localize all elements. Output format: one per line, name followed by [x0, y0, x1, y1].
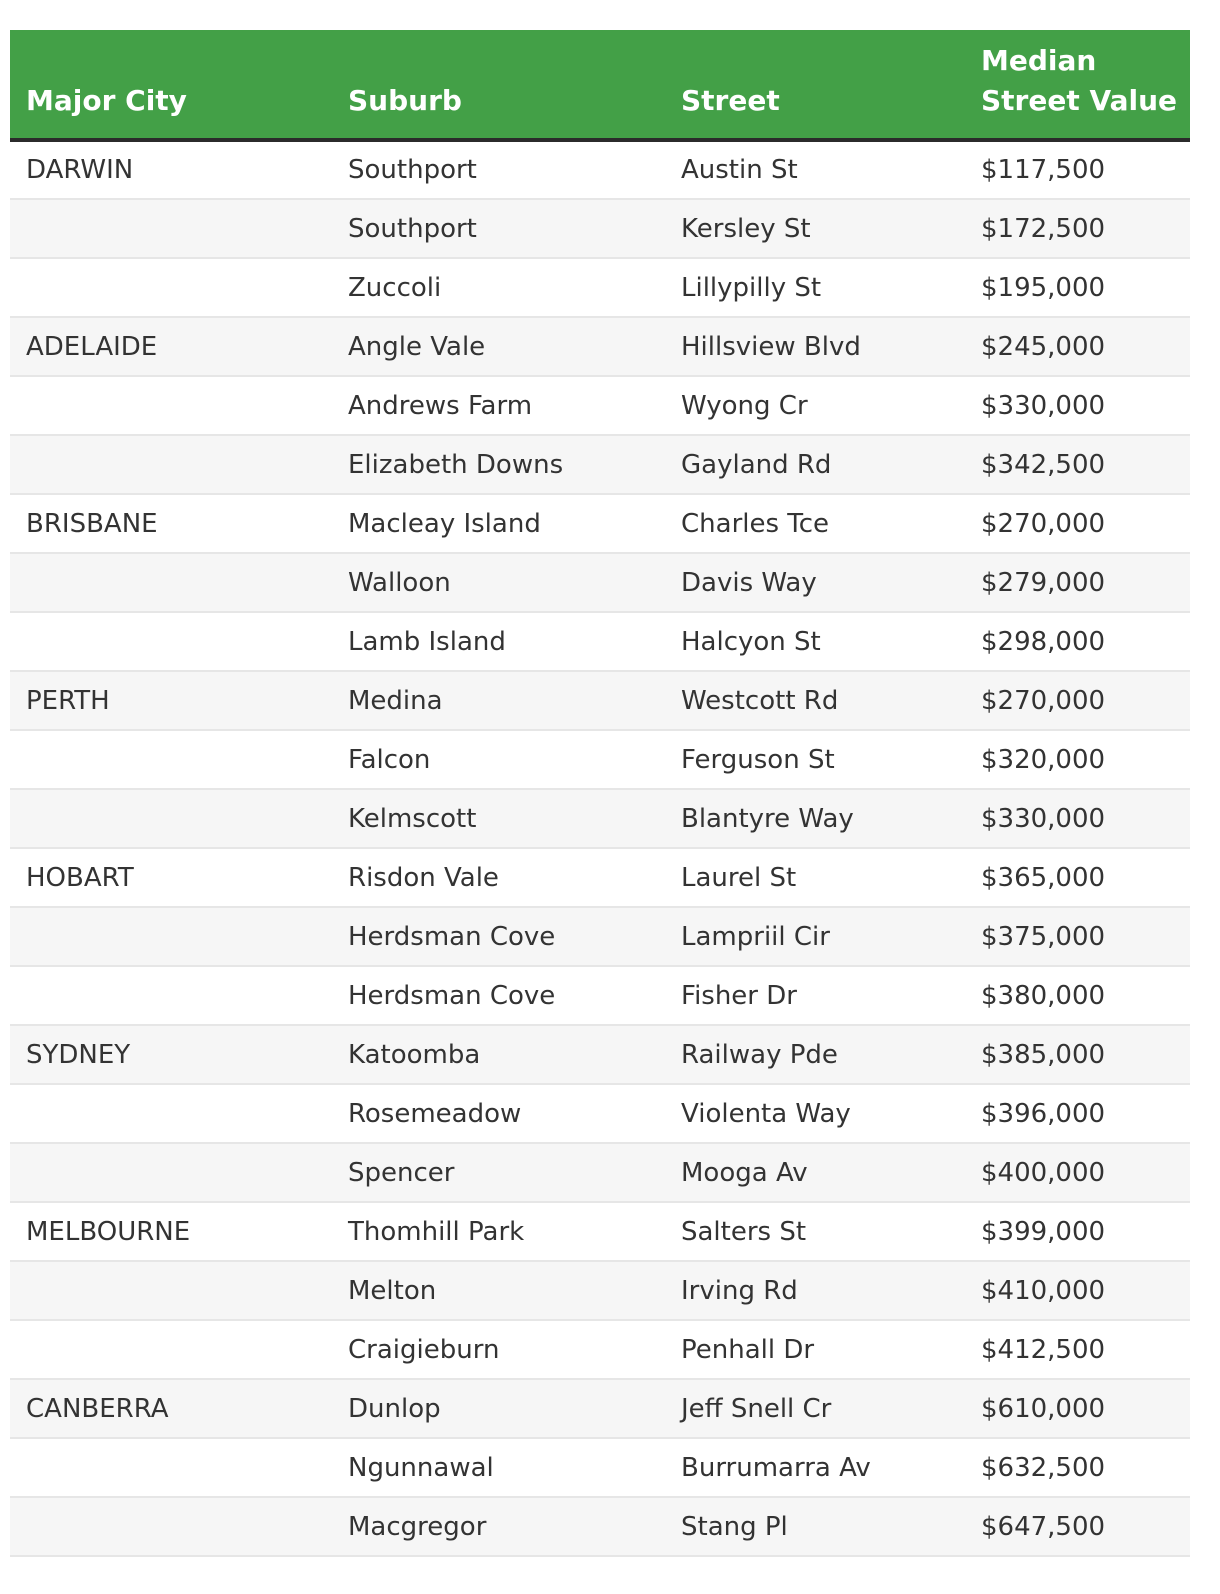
cell-street: Gayland Rd: [665, 435, 965, 494]
cell-median-street-value: $375,000: [965, 907, 1190, 966]
cell-street: Penhall Dr: [665, 1320, 965, 1379]
table-row: [10, 730, 1190, 789]
cell-median-street-value: $279,000: [965, 553, 1190, 612]
table-row: [10, 140, 1190, 199]
table-row: [10, 1143, 1190, 1202]
cell-suburb: Katoomba: [332, 1025, 665, 1084]
cell-street: Irving Rd: [665, 1261, 965, 1320]
table-row: [10, 789, 1190, 848]
cell-median-street-value: $172,500: [965, 199, 1190, 258]
cell-street: Burrumarra Av: [665, 1438, 965, 1497]
cell-suburb: Falcon: [332, 730, 665, 789]
cell-major-city: [10, 258, 332, 317]
table-row: [10, 317, 1190, 376]
cell-suburb: Lamb Island: [332, 612, 665, 671]
cell-street: Salters St: [665, 1202, 965, 1261]
cell-major-city: HOBART: [10, 848, 332, 907]
cell-median-street-value: $195,000: [965, 258, 1190, 317]
cell-major-city: [10, 1438, 332, 1497]
table-row: [10, 1202, 1190, 1261]
header-major-city: Major City: [10, 30, 332, 140]
cell-street: Railway Pde: [665, 1025, 965, 1084]
cell-suburb: Zuccoli: [332, 258, 665, 317]
cell-suburb: Kelmscott: [332, 789, 665, 848]
cell-median-street-value: $330,000: [965, 376, 1190, 435]
cell-major-city: MELBOURNE: [10, 1202, 332, 1261]
cell-suburb: Risdon Vale: [332, 848, 665, 907]
cell-median-street-value: $412,500: [965, 1320, 1190, 1379]
cell-median-street-value: $632,500: [965, 1438, 1190, 1497]
cell-major-city: ADELAIDE: [10, 317, 332, 376]
cell-suburb: Dunlop: [332, 1379, 665, 1438]
cell-major-city: [10, 612, 332, 671]
cell-major-city: DARWIN: [10, 140, 332, 199]
cell-street: Lampriil Cir: [665, 907, 965, 966]
cell-street: Lillypilly St: [665, 258, 965, 317]
cell-major-city: [10, 1143, 332, 1202]
cell-major-city: [10, 1497, 332, 1556]
cell-street: Fisher Dr: [665, 966, 965, 1025]
cell-street: Laurel St: [665, 848, 965, 907]
cell-street: Stang Pl: [665, 1497, 965, 1556]
table-row: [10, 199, 1190, 258]
cell-street: Kersley St: [665, 199, 965, 258]
table-row: [10, 1438, 1190, 1497]
table-row: [10, 1025, 1190, 1084]
header-street: Street: [665, 30, 965, 140]
table-row: [10, 258, 1190, 317]
cell-median-street-value: $117,500: [965, 140, 1190, 199]
cell-median-street-value: $298,000: [965, 612, 1190, 671]
cell-suburb: Craigieburn: [332, 1320, 665, 1379]
cell-median-street-value: $400,000: [965, 1143, 1190, 1202]
cell-suburb: Herdsman Cove: [332, 907, 665, 966]
cell-suburb: Ngunnawal: [332, 1438, 665, 1497]
data-table: [10, 30, 1190, 1557]
cell-suburb: Medina: [332, 671, 665, 730]
cell-street: Austin St: [665, 140, 965, 199]
cell-suburb: Spencer: [332, 1143, 665, 1202]
cell-street: Blantyre Way: [665, 789, 965, 848]
cell-major-city: [10, 789, 332, 848]
cell-major-city: [10, 1320, 332, 1379]
cell-median-street-value: $330,000: [965, 789, 1190, 848]
table-row: [10, 612, 1190, 671]
cell-street: Mooga Av: [665, 1143, 965, 1202]
cell-street: Violenta Way: [665, 1084, 965, 1143]
cell-major-city: CANBERRA: [10, 1379, 332, 1438]
cell-street: Wyong Cr: [665, 376, 965, 435]
cell-major-city: [10, 730, 332, 789]
cell-median-street-value: $342,500: [965, 435, 1190, 494]
cell-major-city: [10, 199, 332, 258]
cell-median-street-value: $270,000: [965, 671, 1190, 730]
cell-street: Jeff Snell Cr: [665, 1379, 965, 1438]
cell-suburb: Walloon: [332, 553, 665, 612]
header-suburb: Suburb: [332, 30, 665, 140]
cell-street: Ferguson St: [665, 730, 965, 789]
cell-suburb: Southport: [332, 199, 665, 258]
cell-suburb: Andrews Farm: [332, 376, 665, 435]
cell-suburb: Macgregor: [332, 1497, 665, 1556]
cell-major-city: [10, 907, 332, 966]
cell-street: Davis Way: [665, 553, 965, 612]
cell-median-street-value: $380,000: [965, 966, 1190, 1025]
cell-major-city: [10, 376, 332, 435]
table-row: [10, 671, 1190, 730]
cell-median-street-value: $647,500: [965, 1497, 1190, 1556]
cell-median-street-value: $270,000: [965, 494, 1190, 553]
cell-suburb: Angle Vale: [332, 317, 665, 376]
cell-median-street-value: $610,000: [965, 1379, 1190, 1438]
cell-suburb: Melton: [332, 1261, 665, 1320]
cell-street: Hillsview Blvd: [665, 317, 965, 376]
table-header: [10, 30, 1190, 140]
cell-major-city: [10, 966, 332, 1025]
table-row: [10, 1320, 1190, 1379]
cell-major-city: BRISBANE: [10, 494, 332, 553]
cell-suburb: Herdsman Cove: [332, 966, 665, 1025]
cell-median-street-value: $320,000: [965, 730, 1190, 789]
table-row: [10, 494, 1190, 553]
median-street-value-table: [10, 30, 1190, 1557]
table-body: [10, 140, 1190, 1556]
cell-suburb: Macleay Island: [332, 494, 665, 553]
cell-street: Halcyon St: [665, 612, 965, 671]
header-row: [10, 30, 1190, 140]
cell-suburb: Elizabeth Downs: [332, 435, 665, 494]
cell-major-city: [10, 1084, 332, 1143]
table-row: [10, 907, 1190, 966]
cell-median-street-value: $410,000: [965, 1261, 1190, 1320]
cell-major-city: [10, 553, 332, 612]
table-row: [10, 1497, 1190, 1556]
cell-suburb: Southport: [332, 140, 665, 199]
cell-major-city: [10, 1261, 332, 1320]
cell-suburb: Rosemeadow: [332, 1084, 665, 1143]
cell-major-city: PERTH: [10, 671, 332, 730]
cell-median-street-value: $399,000: [965, 1202, 1190, 1261]
cell-median-street-value: $245,000: [965, 317, 1190, 376]
cell-major-city: [10, 435, 332, 494]
cell-street: Charles Tce: [665, 494, 965, 553]
header-median-street-value: Median Street Value: [965, 30, 1190, 140]
table-row: [10, 1084, 1190, 1143]
table-row: [10, 848, 1190, 907]
cell-median-street-value: $365,000: [965, 848, 1190, 907]
cell-median-street-value: $385,000: [965, 1025, 1190, 1084]
table-row: [10, 966, 1190, 1025]
cell-suburb: Thomhill Park: [332, 1202, 665, 1261]
table-row: [10, 1379, 1190, 1438]
cell-median-street-value: $396,000: [965, 1084, 1190, 1143]
table-row: [10, 553, 1190, 612]
cell-street: Westcott Rd: [665, 671, 965, 730]
table-row: [10, 376, 1190, 435]
cell-major-city: SYDNEY: [10, 1025, 332, 1084]
table-row: [10, 1261, 1190, 1320]
table-row: [10, 435, 1190, 494]
